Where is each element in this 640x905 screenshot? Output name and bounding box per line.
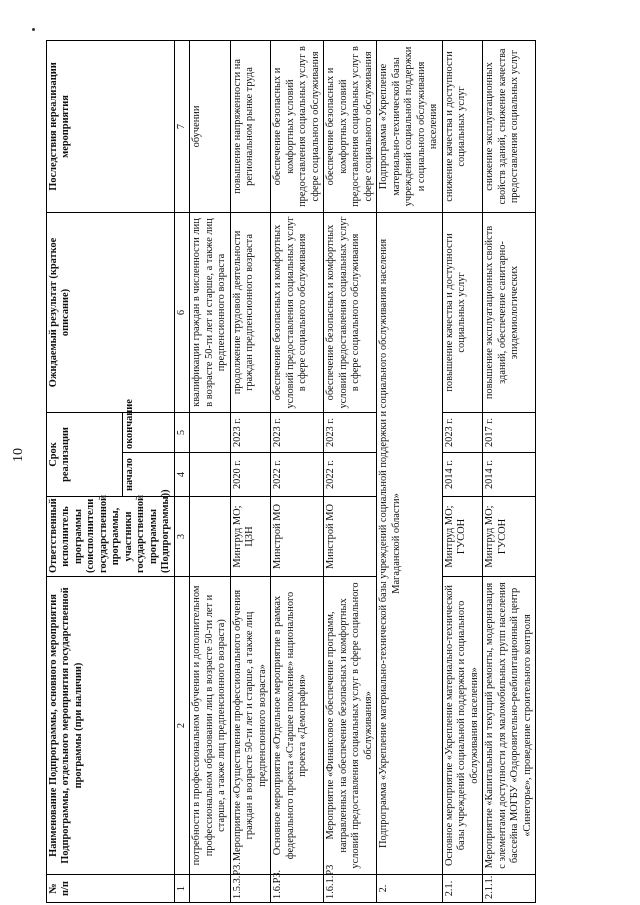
header-result: Ожидаемый результат (краткое описание)	[47, 212, 175, 412]
table-row	[442, 40, 482, 902]
row-name: Мероприятие «Капитальный и текущий ремонты, модернизация с элементами доступности для маломобильных групп населения бассейна МОГБУ «Оздоровительно-реабилитационный центр «Синегорье», проведение строительного контроля	[483, 577, 536, 875]
col-index: 5	[175, 412, 190, 452]
table-row	[483, 40, 536, 902]
row-name: Основное мероприятие «Укрепление материально-технической базы учреждений социальной поддержки и социального обслуживания населения»	[442, 577, 482, 875]
col-index: 4	[175, 453, 190, 497]
row-result: обеспечение безопасных и комфортных условий предоставления социальных услуг в сфере социального обслуживания	[271, 212, 324, 412]
row-num: 1.6.1.Р3	[324, 875, 377, 903]
row-end: 2017 г.	[483, 412, 536, 452]
row-name: потребности в профессиональном обучении и дополнительном профессиональном образовании лиц в возрасте 50-ти лет и старше, а также лиц предпенсионного возраста)	[190, 577, 230, 875]
row-result: повышение эксплуатационных свойств зданий, обеспечение санитарно-эпидемиологических	[483, 212, 536, 412]
row-start: 2020 г.	[230, 453, 270, 497]
table-container	[46, 41, 624, 903]
row-start: 2014 г.	[483, 453, 536, 497]
header-name: Наименование Подпрограммы, основного мероприятия Подпрограммы, отдельного мероприятия государственной программы (при наличии)	[47, 577, 175, 875]
row-num: 1.5.3.P3.	[230, 875, 270, 903]
header-num: № п/п	[47, 875, 175, 903]
row-end: 2023 г.	[324, 412, 377, 452]
row-start: 2022 г.	[324, 453, 377, 497]
section-title: Подпрограмма «Укрепление материально-технической базы учреждений социальной поддержки и социального обслуживания населения Магаданской области»	[377, 212, 442, 874]
row-start: 2014 г.	[442, 453, 482, 497]
table-row	[230, 40, 270, 902]
col-index: 3	[175, 497, 190, 577]
header-consequence: Последствия нереализации мероприятия	[47, 40, 175, 212]
rotated-table-frame	[46, 41, 624, 903]
measures-table	[46, 40, 536, 903]
row-exec: Минстрой МО	[324, 497, 377, 577]
row-end	[190, 412, 230, 452]
section-title-continued: Подпрограмма «Укрепление материально-технической базы учреждений социальной поддержки и социального обслуживания населения	[377, 40, 442, 212]
table-row	[190, 40, 230, 902]
col-index: 7	[175, 40, 190, 212]
row-consequence: обеспечение безопасных и комфортных условий предоставления социальных услуг в сфере социального обслуживания	[324, 40, 377, 212]
row-name: Мероприятие «Финансовое обеспечение программ, направленных на обеспечение безопасных и комфортных условий предоставления социальных услуг в сфере социального обслуживания»	[324, 577, 377, 875]
page-number: 10	[11, 448, 26, 462]
row-name: Мероприятие «Осуществление профессионального обучения граждан в возрасте 50-ти лет и старше, а также лиц предпенсионного возраста»	[230, 577, 270, 875]
row-exec	[190, 497, 230, 577]
row-start	[190, 453, 230, 497]
row-exec: Минтруд МО; ГУСОН	[483, 497, 536, 577]
row-result: квалификации граждан в численности лиц в возрасте 50-ти лет и старше, а также лиц предпенсионного возраста	[190, 212, 230, 412]
row-num: 1.6.Р3.	[271, 875, 324, 903]
table-row	[271, 40, 324, 902]
row-result: обеспечение безопасных и комфортных условий предоставления социальных услуг в сфере социального обслуживания	[324, 212, 377, 412]
row-end: 2023 г.	[271, 412, 324, 452]
section-num: 2.	[377, 875, 442, 903]
header-end: окончание	[123, 412, 175, 452]
row-end: 2023 г.	[230, 412, 270, 452]
col-index: 6	[175, 212, 190, 412]
header-start: начало	[123, 453, 175, 497]
row-num	[190, 875, 230, 903]
row-consequence: обучении	[190, 40, 230, 212]
row-result: повышение качества и доступности социальных услуг	[442, 212, 482, 412]
header-period: Срок реализации	[47, 412, 123, 496]
section-row	[377, 40, 442, 902]
row-exec: Минтруд МО; ЦЗН	[230, 497, 270, 577]
row-result: продолжение трудовой деятельности граждан предпенсионного возраста	[230, 212, 270, 412]
row-exec: Минстрой МО	[271, 497, 324, 577]
row-consequence: снижение эксплуатационных свойств зданий, снижение качества предоставления социальных услуг	[483, 40, 536, 212]
row-start: 2022 г.	[271, 453, 324, 497]
row-consequence: снижение качества и доступности социальных услуг	[442, 40, 482, 212]
row-end: 2023 г.	[442, 412, 482, 452]
row-num: 2.1.1.	[483, 875, 536, 903]
col-index: 1	[175, 875, 190, 903]
row-consequence: повышение напряженности на региональном рынке труда	[230, 40, 270, 212]
row-exec: Минтруд МО; ГУСОН	[442, 497, 482, 577]
header-executor: Ответственный исполнитель программы (соисполнители государственной программы, участники государственной программы (Подпрограммы))	[47, 497, 175, 577]
row-name: Основное мероприятие «Отдельное мероприятие в рамках федерального проекта «Старшее поколение» национального проекта «Демография»	[271, 577, 324, 875]
row-consequence: обеспечение безопасных и комфортных условий предоставления социальных услуг в сфере социального обслуживания	[271, 40, 324, 212]
row-num: 2.1.	[442, 875, 482, 903]
table-row	[324, 40, 377, 902]
scan-dot	[32, 28, 35, 31]
col-index: 2	[175, 577, 190, 875]
